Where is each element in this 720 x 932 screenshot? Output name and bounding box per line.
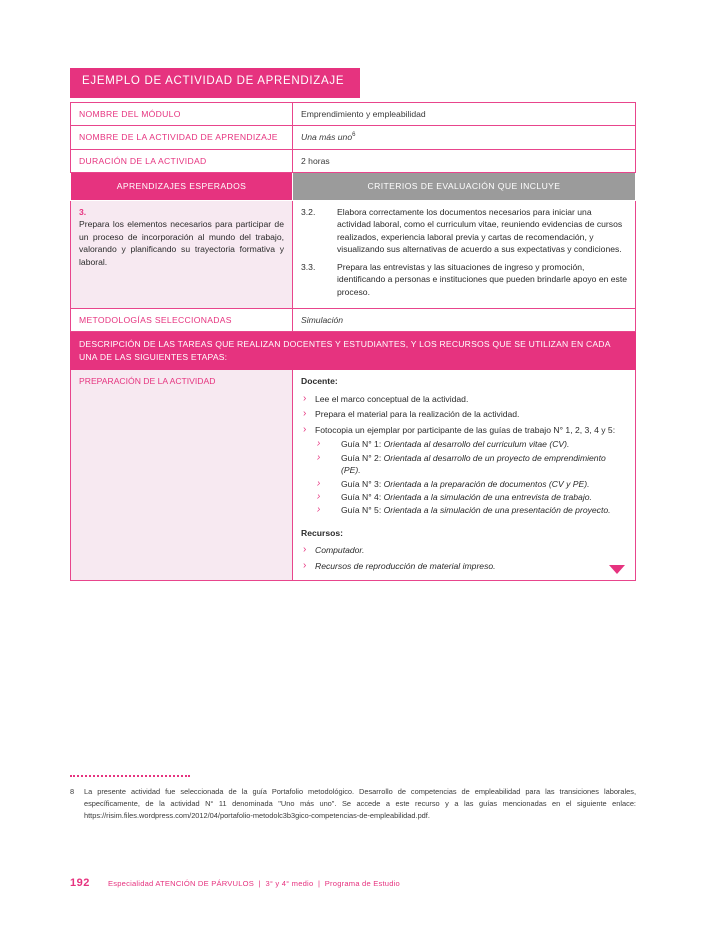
list-item: › Prepara el material para la realización de la actividad. — [301, 408, 627, 420]
footer-level: 3° y 4° medio — [265, 879, 314, 888]
criterion-number: 3.3. — [301, 261, 316, 272]
list-item — [301, 544, 627, 556]
row-label-module: NOMBRE DEL MÓDULO — [71, 103, 293, 126]
list-item-text: Fotocopia un ejemplar por participante de las guías de trabajo N° 1, 2, 3, 4 y 5: — [315, 424, 616, 435]
criterion-text: Elabora correctamente los documentos necesarios para iniciar una actividad laboral, como el curriculum vitae, reuniendo evidencias de cursos realizados, experiencia laboral previa y cartas de recomendación, y visualizando sus alternativas de acuerdo a sus expectativas y condiciones. — [337, 206, 623, 255]
guide-name: Guía N° 1: — [341, 439, 382, 450]
criterion-item — [301, 206, 627, 256]
list-item — [315, 438, 627, 450]
resource-text: Recursos de reproducción de material impreso. — [315, 560, 496, 571]
footer-separator: | — [256, 879, 264, 888]
footer-separator: | — [315, 879, 323, 888]
teacher-task-list — [301, 393, 627, 517]
footnote — [70, 786, 636, 822]
row-label-methodology: METODOLOGÍAS SELECCIONADAS — [71, 308, 293, 331]
guide-text: Orientada a la simulación de una entrevista de trabajo. — [383, 491, 592, 502]
criterion-item — [301, 261, 627, 298]
resources-label: Recursos: — [301, 527, 344, 538]
guide-text: Orientada a la simulación de una presentación de proyecto. — [383, 505, 611, 516]
spacer — [301, 520, 627, 527]
table-header-row — [71, 173, 636, 200]
criterion-number: 3.2. — [301, 206, 316, 217]
table-row — [71, 332, 636, 370]
continues-arrow-icon — [609, 565, 625, 574]
guide-name: Guía N° 4: — [341, 491, 382, 502]
table-row — [71, 308, 636, 331]
list-item — [315, 452, 627, 477]
table-row — [71, 126, 636, 149]
banner-title: EJEMPLO DE ACTIVIDAD DE APRENDIZAJE — [82, 75, 345, 87]
row-value-duration: 2 horas — [293, 149, 636, 172]
section-banner — [70, 68, 360, 98]
learning-outcome-text: Prepara los elementos necesarios para participar de un proceso de incorporación al mundo del trabajo, valorando y planificando su trayectoria formativa y laboral. — [79, 219, 284, 267]
table-row — [71, 103, 636, 126]
role-teacher-label: Docente: — [301, 376, 338, 387]
footnote-divider — [70, 775, 190, 779]
header-evaluation-criteria: CRITERIOS DE EVALUACIÓN QUE INCLUYE — [293, 173, 636, 200]
methodology-text: Simulación — [301, 314, 344, 325]
criteria-cell — [293, 200, 636, 308]
resources-list — [301, 544, 627, 572]
guide-name: Guía N° 2: — [341, 452, 382, 463]
guide-name: Guía N° 5: — [341, 505, 382, 516]
stage-content — [293, 370, 636, 581]
list-item — [315, 478, 627, 490]
resource-text: Computador. — [315, 545, 365, 556]
guides-list — [315, 438, 627, 517]
row-label-duration: DURACIÓN DE LA ACTIVIDAD — [71, 149, 293, 172]
row-label-activity-name: NOMBRE DE LA ACTIVIDAD DE APRENDIZAJE — [71, 126, 293, 149]
description-header: DESCRIPCIÓN DE LAS TAREAS QUE REALIZAN DOCENTES Y ESTUDIANTES, Y LOS RECURSOS QUE SE UTILIZAN EN CADA UNA DE LAS SIGUIENTES ETAPAS: — [71, 332, 636, 370]
guide-text: Orientada al desarrollo de un proyecto de emprendimiento (PE). — [341, 452, 606, 476]
list-item — [301, 424, 627, 517]
list-item — [301, 560, 627, 572]
guide-name: Guía N° 3: — [341, 478, 382, 489]
row-value-methodology — [293, 308, 636, 331]
learning-outcome-number: 3. — [79, 206, 87, 217]
list-item: › Lee el marco conceptual de la actividad. — [301, 393, 627, 405]
list-item — [315, 504, 627, 516]
table-row — [71, 200, 636, 308]
guide-text: Orientada al desarrollo del curriculum vitae (CV). — [383, 439, 570, 450]
header-learning-outcomes: APRENDIZAJES ESPERADOS — [71, 173, 293, 200]
table-row — [71, 370, 636, 581]
activity-table — [70, 102, 636, 581]
guide-text: Orientada a la preparación de documentos (CV y PE). — [383, 478, 590, 489]
row-value-activity-name — [293, 126, 636, 149]
activity-name-text: Una más uno — [301, 132, 353, 143]
footnote-marker: 6 — [352, 132, 356, 139]
stage-label: PREPARACIÓN DE LA ACTIVIDAD — [71, 370, 293, 581]
footer-program: Programa de Estudio — [324, 879, 400, 888]
table-row — [71, 149, 636, 172]
page-number: 192 — [70, 877, 90, 889]
footnote-number: 8 — [70, 787, 75, 796]
footnote-text: La presente actividad fue seleccionada de la guía Portafolio metodológico. Desarrollo de competencias de empleabilidad para las transiciones laborales, específicamente, de la actividad N° 11 denominada "Uno más uno". Se accede a este recurso y a las guías mencionadas en el siguiente enlace: https://risim.files.wordpress.com/2012/04/portafolio-metodolc3b3gico-competencias-de-empleabilidad.pdf. — [84, 787, 636, 820]
learning-outcome-cell — [71, 200, 293, 308]
footer-specialty: Especialidad ATENCIÓN DE PÁRVULOS — [108, 879, 255, 888]
criterion-text: Prepara las entrevistas y las situaciones de ingreso y promoción, identificando a personas e instituciones que pueden brindarle apoyo en este proceso. — [337, 261, 628, 297]
page-footer — [108, 879, 400, 888]
row-value-module: Emprendimiento y empleabilidad — [293, 103, 636, 126]
list-item — [315, 491, 627, 503]
